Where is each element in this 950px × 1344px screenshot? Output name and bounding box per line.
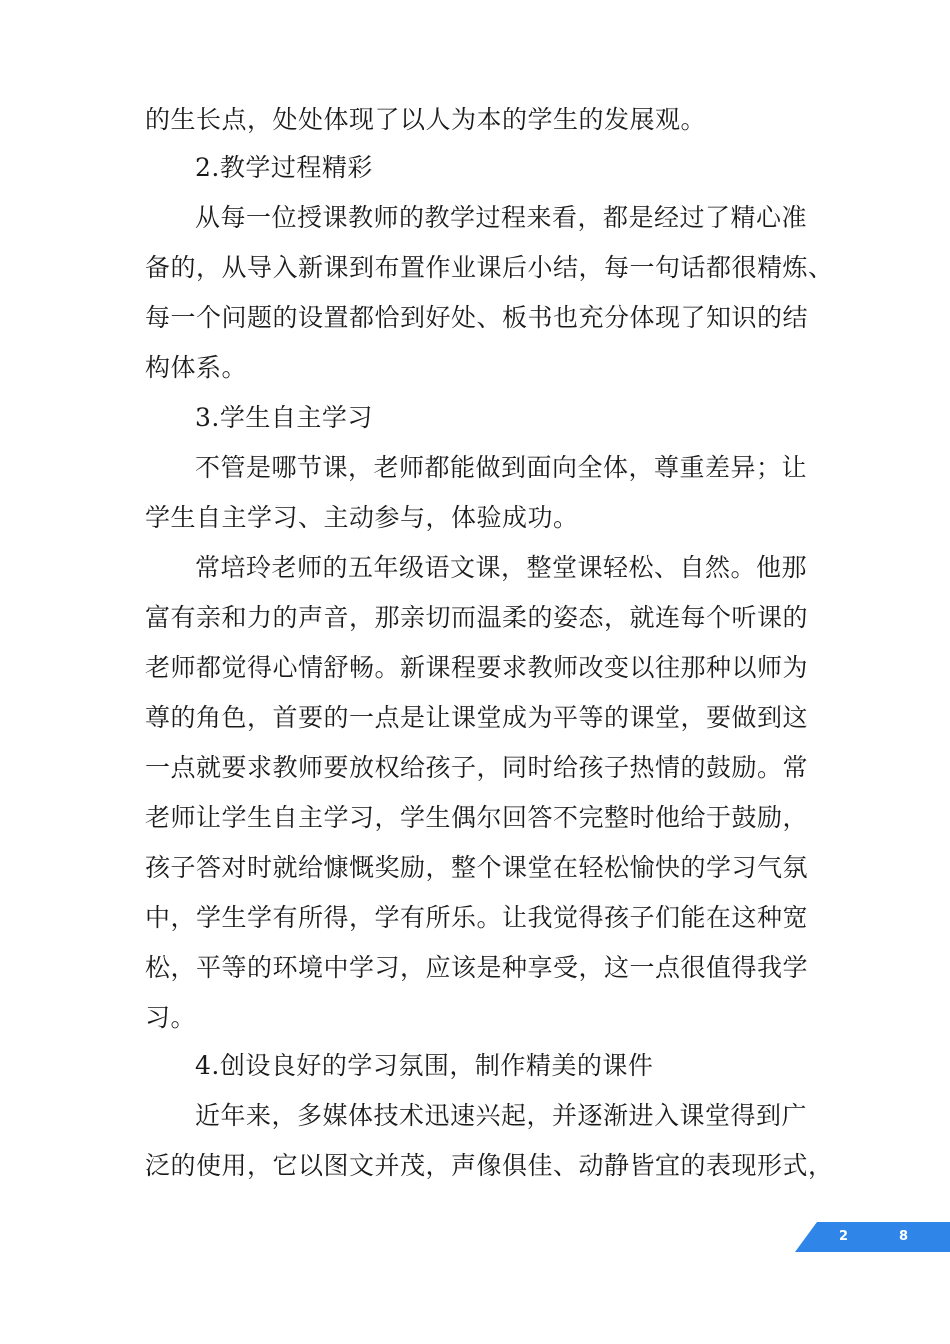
text-line: 构体系。	[145, 353, 248, 382]
text-line: 尊的角色，首要的一点是让课堂成为平等的课堂，要做到这	[145, 703, 809, 732]
text-line: 学生自主学习、主动参与，体验成功。	[145, 503, 579, 532]
text-line: 老师让学生自主学习，学生偶尔回答不完整时他给于鼓励，	[145, 803, 809, 832]
text-line: 泛的使用，它以图文并茂，声像俱佳、动静皆宜的表现形式，	[145, 1151, 834, 1180]
section-heading: 2.教学过程精彩	[195, 153, 373, 182]
text-line: 习。	[145, 1003, 197, 1032]
section-heading: 4.创设良好的学习氛围，制作精美的课件	[195, 1051, 654, 1080]
text-line: 近年来，多媒体技术迅速兴起，并逐渐进入课堂得到广	[195, 1101, 808, 1130]
text-line: 不管是哪节课，老师都能做到面向全体，尊重差异；让	[195, 453, 808, 482]
text-line: 孩子答对时就给慷慨奖励，整个课堂在轻松愉快的学习气氛	[145, 853, 809, 882]
page-number-current: 2	[839, 1229, 849, 1244]
page-footer-bar	[795, 1222, 950, 1252]
text-line: 富有亲和力的声音，那亲切而温柔的姿态，就连每个听课的	[145, 603, 809, 632]
text-line: 松，平等的环境中学习，应该是种享受，这一点很值得我学	[145, 953, 809, 982]
text-line: 从每一位授课教师的教学过程来看，都是经过了精心准	[195, 203, 808, 232]
text-line: 老师都觉得心情舒畅。新课程要求教师改变以往那种以师为	[145, 653, 809, 682]
text-line: 的生长点，处处体现了以人为本的学生的发展观。	[145, 105, 707, 134]
text-line: 每一个问题的设置都恰到好处、板书也充分体现了知识的结	[145, 303, 809, 332]
text-line: 备的，从导入新课到布置作业课后小结，每一句话都很精炼、	[145, 253, 834, 282]
text-line: 常培玲老师的五年级语文课，整堂课轻松、自然。他那	[195, 553, 808, 582]
section-heading: 3.学生自主学习	[195, 403, 373, 432]
page-number-total: 8	[899, 1229, 909, 1244]
text-line: 中，学生学有所得，学有所乐。让我觉得孩子们能在这种宽	[145, 903, 809, 932]
text-line: 一点就要求教师要放权给孩子，同时给孩子热情的鼓励。常	[145, 753, 809, 782]
